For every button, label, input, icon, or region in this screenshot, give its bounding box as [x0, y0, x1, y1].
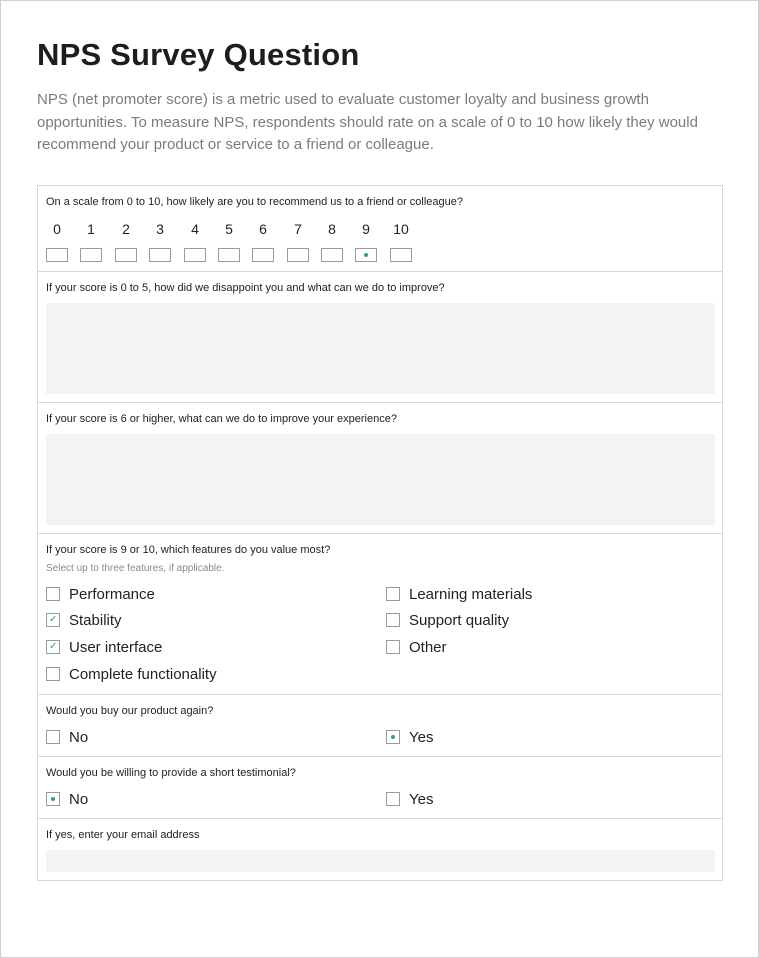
scale-label-2: 2 [122, 221, 130, 237]
scale-option-9[interactable] [355, 248, 377, 262]
scale-option-7[interactable] [287, 248, 309, 262]
scale-option-0[interactable] [46, 248, 68, 262]
features-section [38, 533, 722, 694]
page-intro: NPS (net promoter score) is a metric used to evaluate customer loyalty and business growth opportunities. To measure NPS, respondents should rate on a scale of 0 to 10 how likely they would recommend your product or service to a friend or colleague. [37, 91, 698, 153]
testimonial-radio-no[interactable] [46, 792, 60, 806]
feature-label-support-quality: Support quality [409, 611, 510, 629]
feature-option-complete-functionality[interactable] [46, 666, 217, 682]
feature-option-stability[interactable] [46, 612, 122, 628]
buy-again-option-yes[interactable] [386, 729, 433, 745]
scale-label-0: 0 [53, 221, 61, 237]
testimonial-label-yes: Yes [409, 790, 434, 808]
mid-score-section [38, 402, 722, 533]
testimonial-question: Would you be willing to provide a short testimonial? [46, 767, 296, 779]
feature-label-complete-functionality: Complete functionality [69, 665, 217, 683]
scale-label-8: 8 [328, 221, 336, 237]
feature-checkbox-support-quality[interactable] [386, 613, 400, 627]
scale-option-2[interactable] [115, 248, 137, 262]
buy-again-section [38, 694, 722, 756]
nps-question-section [38, 186, 722, 271]
feature-checkbox-user-interface[interactable] [46, 640, 60, 654]
features-hint: Select up to three features, if applicable. [46, 563, 225, 574]
scale-label-6: 6 [259, 221, 267, 237]
low-score-question: If your score is 0 to 5, how did we disappoint you and what can we do to improve? [46, 282, 445, 294]
features-question: If your score is 9 or 10, which features do you value most? [46, 544, 331, 556]
testimonial-section [38, 756, 722, 818]
feature-checkbox-stability[interactable] [46, 613, 60, 627]
survey-form [37, 185, 723, 881]
feature-option-other[interactable] [386, 639, 447, 655]
email-field[interactable] [46, 850, 715, 872]
feature-label-stability: Stability [69, 611, 122, 629]
scale-option-6[interactable] [252, 248, 274, 262]
scale-label-1: 1 [87, 221, 95, 237]
feature-option-user-interface[interactable] [46, 639, 162, 655]
feature-label-user-interface: User interface [69, 638, 163, 656]
scale-option-1[interactable] [80, 248, 102, 262]
buy-again-radio-yes[interactable] [386, 730, 400, 744]
mid-score-textarea[interactable] [46, 434, 715, 525]
feature-label-performance: Performance [69, 585, 155, 603]
low-score-textarea[interactable] [46, 303, 715, 394]
scale-label-9: 9 [362, 221, 370, 237]
nps-question: On a scale from 0 to 10, how likely are you to recommend us to a friend or colleague? [46, 196, 463, 208]
buy-again-label-no: No [69, 728, 89, 746]
scale-label-10: 10 [393, 221, 409, 237]
scale-label-3: 3 [156, 221, 164, 237]
feature-label-other: Other [409, 638, 447, 656]
page-title: NPS Survey Question [37, 37, 360, 72]
testimonial-option-yes[interactable] [386, 791, 433, 807]
feature-checkbox-other[interactable] [386, 640, 400, 654]
buy-again-option-no[interactable] [46, 729, 88, 745]
buy-again-radio-no[interactable] [46, 730, 60, 744]
email-question: If yes, enter your email address [46, 829, 200, 841]
scale-option-5[interactable] [218, 248, 240, 262]
scale-label-7: 7 [294, 221, 302, 237]
feature-option-performance[interactable] [46, 586, 155, 602]
scale-label-5: 5 [225, 221, 233, 237]
testimonial-option-no[interactable] [46, 791, 88, 807]
buy-again-question: Would you buy our product again? [46, 705, 214, 717]
feature-label-learning-materials: Learning materials [409, 585, 533, 603]
feature-option-support-quality[interactable] [386, 612, 509, 628]
scale-option-8[interactable] [321, 248, 343, 262]
testimonial-radio-yes[interactable] [386, 792, 400, 806]
feature-option-learning-materials[interactable] [386, 586, 532, 602]
low-score-section [38, 271, 722, 402]
feature-checkbox-learning-materials[interactable] [386, 587, 400, 601]
scale-option-10[interactable] [390, 248, 412, 262]
feature-checkbox-performance[interactable] [46, 587, 60, 601]
buy-again-label-yes: Yes [409, 728, 434, 746]
mid-score-question: If your score is 6 or higher, what can we do to improve your experience? [46, 413, 397, 425]
scale-option-3[interactable] [149, 248, 171, 262]
scale-option-4[interactable] [184, 248, 206, 262]
email-section [38, 818, 722, 880]
feature-checkbox-complete-functionality[interactable] [46, 667, 60, 681]
testimonial-label-no: No [69, 790, 89, 808]
scale-label-4: 4 [191, 221, 199, 237]
